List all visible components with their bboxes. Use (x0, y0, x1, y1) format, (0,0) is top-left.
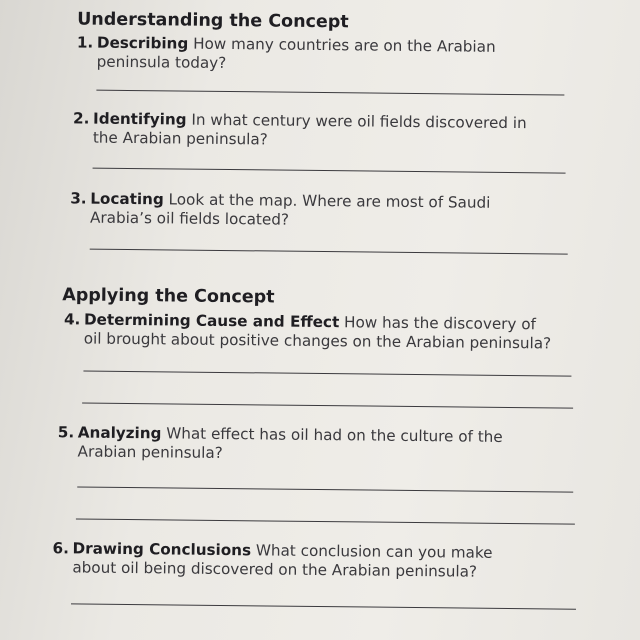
question-number: 5. (57, 423, 75, 442)
question-text: How many countries are on the Arabian (193, 34, 496, 56)
question-1 (77, 33, 496, 75)
answer-line[interactable] (71, 603, 576, 610)
question-number: 2. (73, 109, 90, 128)
question-text-continued: Arabia’s oil fields located? (89, 208, 290, 229)
question-text-continued: peninsula today? (96, 52, 227, 73)
answer-line[interactable] (83, 371, 571, 377)
question-skill: Analyzing (77, 423, 162, 443)
section-heading-applying: Applying the Concept (62, 285, 275, 308)
question-text: How has the discovery of (343, 313, 537, 334)
question-5 (58, 423, 503, 466)
question-skill: Determining Cause and Effect (83, 310, 340, 332)
question-text-continued: about oil being discovered on the Arabian peninsula? (72, 558, 478, 581)
question-text: In what century were oil fields discovered in (191, 110, 527, 133)
question-text: What conclusion can you make (255, 541, 493, 562)
question-number: 4. (63, 310, 81, 329)
question-6 (52, 539, 492, 582)
question-4 (64, 310, 552, 353)
answer-line[interactable] (93, 168, 566, 174)
answer-line[interactable] (82, 403, 573, 409)
question-3 (70, 189, 490, 231)
question-skill: Describing (96, 33, 189, 53)
answer-line[interactable] (90, 249, 568, 255)
question-skill: Identifying (93, 109, 187, 129)
question-text: What effect has oil had on the culture of the (166, 424, 503, 446)
answer-line[interactable] (77, 486, 573, 492)
question-text-continued: oil brought about positive changes on the Arabian peninsula? (83, 329, 552, 353)
answer-line[interactable] (76, 518, 575, 525)
answer-line[interactable] (96, 90, 564, 96)
question-2 (73, 109, 527, 152)
question-text-continued: the Arabian peninsula? (92, 128, 268, 149)
question-number: 3. (70, 189, 87, 208)
question-number: 6. (52, 539, 70, 558)
question-skill: Drawing Conclusions (72, 539, 252, 560)
question-skill: Locating (90, 189, 164, 209)
question-text: Look at the map. Where are most of Saudi (168, 190, 491, 212)
section-heading-understanding: Understanding the Concept (77, 9, 349, 33)
question-text-continued: Arabian peninsula? (77, 442, 223, 462)
question-number: 1. (76, 33, 94, 52)
